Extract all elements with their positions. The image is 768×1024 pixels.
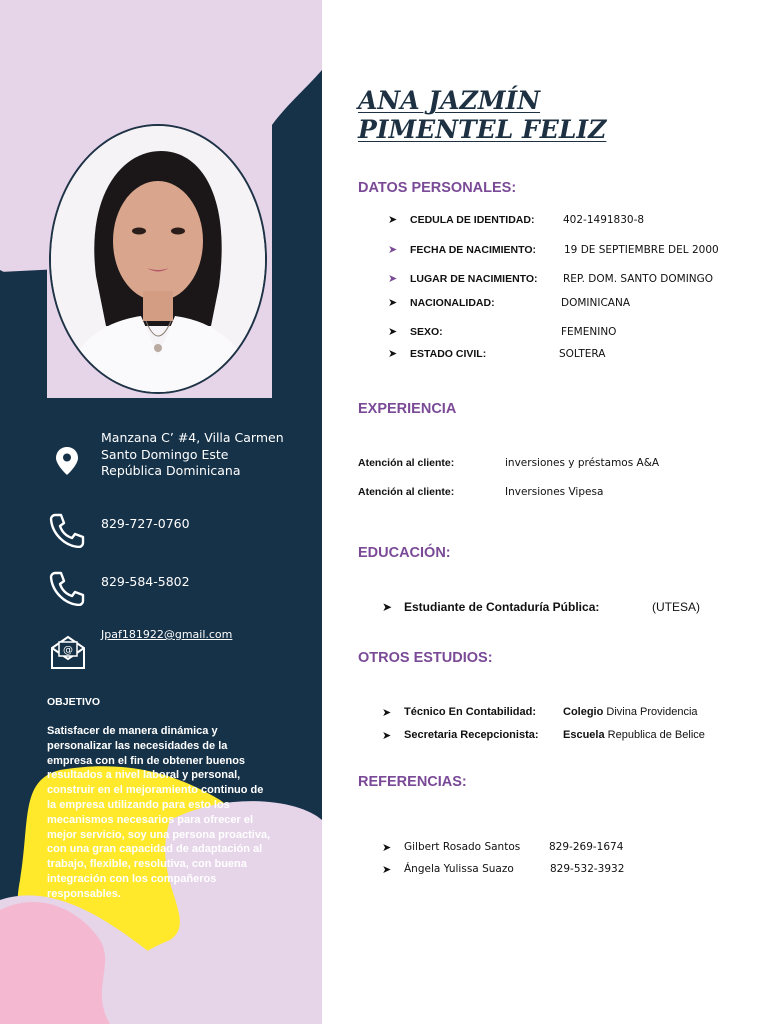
field-value: SOLTERA <box>559 348 606 360</box>
field-value: Divina Providencia <box>603 706 698 718</box>
address-line: Santo Domingo Este <box>101 446 229 462</box>
list-item <box>388 272 714 285</box>
field-label: CEDULA DE IDENTIDAD: <box>410 214 535 226</box>
phone-number[interactable]: 829-727-0760 <box>101 516 190 531</box>
name-line: ANA JAZMÍN <box>358 86 541 115</box>
bullet-arrow-icon: ➤ <box>388 214 398 226</box>
email-icon <box>50 634 86 675</box>
bullet-arrow-icon: ➤ <box>388 273 398 285</box>
list-item <box>388 243 719 256</box>
section-title-educacion: EDUCACIÓN: <box>358 545 451 561</box>
list-item <box>382 863 625 876</box>
field-value: DOMINICANA <box>561 297 631 309</box>
field-value: 402-1491830-8 <box>563 214 645 226</box>
field-label: Atención al cliente: <box>358 457 455 469</box>
bullet-arrow-icon: ➤ <box>382 707 392 719</box>
bullet-arrow-icon: ➤ <box>388 348 398 360</box>
objective-title: OBJETIVO <box>47 696 101 708</box>
field-label: NACIONALIDAD: <box>410 297 495 309</box>
bullet-arrow-icon: ➤ <box>382 864 392 876</box>
field-label: Secretaria Recepcionista: <box>404 729 539 741</box>
field-value: REP. DOM. SANTO DOMINGO <box>563 273 714 285</box>
bullet-arrow-icon: ➤ <box>388 297 398 309</box>
phone-number[interactable]: 829-584-5802 <box>101 574 190 589</box>
list-item <box>388 213 645 226</box>
main-content <box>322 0 768 1024</box>
list-item <box>382 600 700 614</box>
name-line: PIMENTEL FELIZ <box>358 115 607 144</box>
field-value: 19 DE SEPTIEMBRE DEL 2000 <box>564 244 719 256</box>
field-label: Técnico En Contabilidad: <box>404 706 537 718</box>
email-link[interactable]: Jpaf181922@gmail.com <box>101 628 233 641</box>
list-item <box>382 706 698 719</box>
full-name <box>358 86 606 144</box>
bullet-arrow-icon: ➤ <box>382 730 392 742</box>
field-label: LUGAR DE NACIMIENTO: <box>410 273 538 285</box>
list-item <box>388 325 617 338</box>
field-label: Estudiante de Contaduría Pública: <box>404 600 600 614</box>
field-value: Inversiones Vipesa <box>505 486 604 498</box>
field-value: Republica de Belice <box>604 729 705 741</box>
section-title-otros: OTROS ESTUDIOS: <box>358 650 493 666</box>
address-line: Manzana C’ #4, Villa Carmen <box>101 430 284 445</box>
address <box>101 430 284 480</box>
profile-photo <box>49 124 267 394</box>
field-value: inversiones y préstamos A&A <box>505 457 660 469</box>
bullet-arrow-icon: ➤ <box>388 326 398 338</box>
address-line: República Dominicana <box>101 463 241 478</box>
reference-name: Gilbert Rosado Santos <box>404 841 521 853</box>
list-item <box>388 347 606 360</box>
field-label: Atención al cliente: <box>358 486 455 498</box>
svg-text:@: @ <box>63 645 73 656</box>
list-item <box>358 457 660 469</box>
list-item <box>382 729 705 742</box>
list-item <box>388 296 631 309</box>
location-pin-icon <box>55 446 79 481</box>
section-title-experiencia: EXPERIENCIA <box>358 401 457 417</box>
bullet-arrow-icon: ➤ <box>388 244 398 256</box>
objective-text: Satisfacer de manera dinámica y personalizar las necesidades de la empresa con el fin de obtener buenos resultados a nivel laboral y personal, construir en el mejoramiento continuo de la empresa utilizando para esto los mecanismos necesarios para ofrecer el mejor servicio, soy una persona proactiva, con una gran capacidad de adaptación al trabajo, flexible, resolutiva, con buena integración con los compañeros responsables. <box>47 725 271 900</box>
field-value: (UTESA) <box>652 600 700 614</box>
reference-phone: 829-269-1674 <box>549 841 624 853</box>
reference-phone: 829-532-3932 <box>550 863 625 875</box>
field-label: SEXO: <box>410 326 443 338</box>
section-title-datos: DATOS PERSONALES: <box>358 180 517 196</box>
field-value-bold: Colegio <box>563 706 604 718</box>
field-value: FEMENINO <box>561 326 617 338</box>
field-label: ESTADO CIVIL: <box>410 348 487 360</box>
reference-name: Ángela Yulissa Suazo <box>404 863 514 875</box>
bullet-arrow-icon: ➤ <box>382 842 392 854</box>
field-value-bold: Escuela <box>563 729 605 741</box>
list-item <box>358 486 604 498</box>
bullet-arrow-icon: ➤ <box>382 600 393 614</box>
section-title-referencias: REFERENCIAS: <box>358 774 467 790</box>
field-label: FECHA DE NACIMIENTO: <box>410 244 536 256</box>
phone-icon <box>49 512 85 553</box>
phone-icon <box>49 570 85 611</box>
list-item <box>382 841 624 854</box>
sidebar <box>0 0 322 1024</box>
